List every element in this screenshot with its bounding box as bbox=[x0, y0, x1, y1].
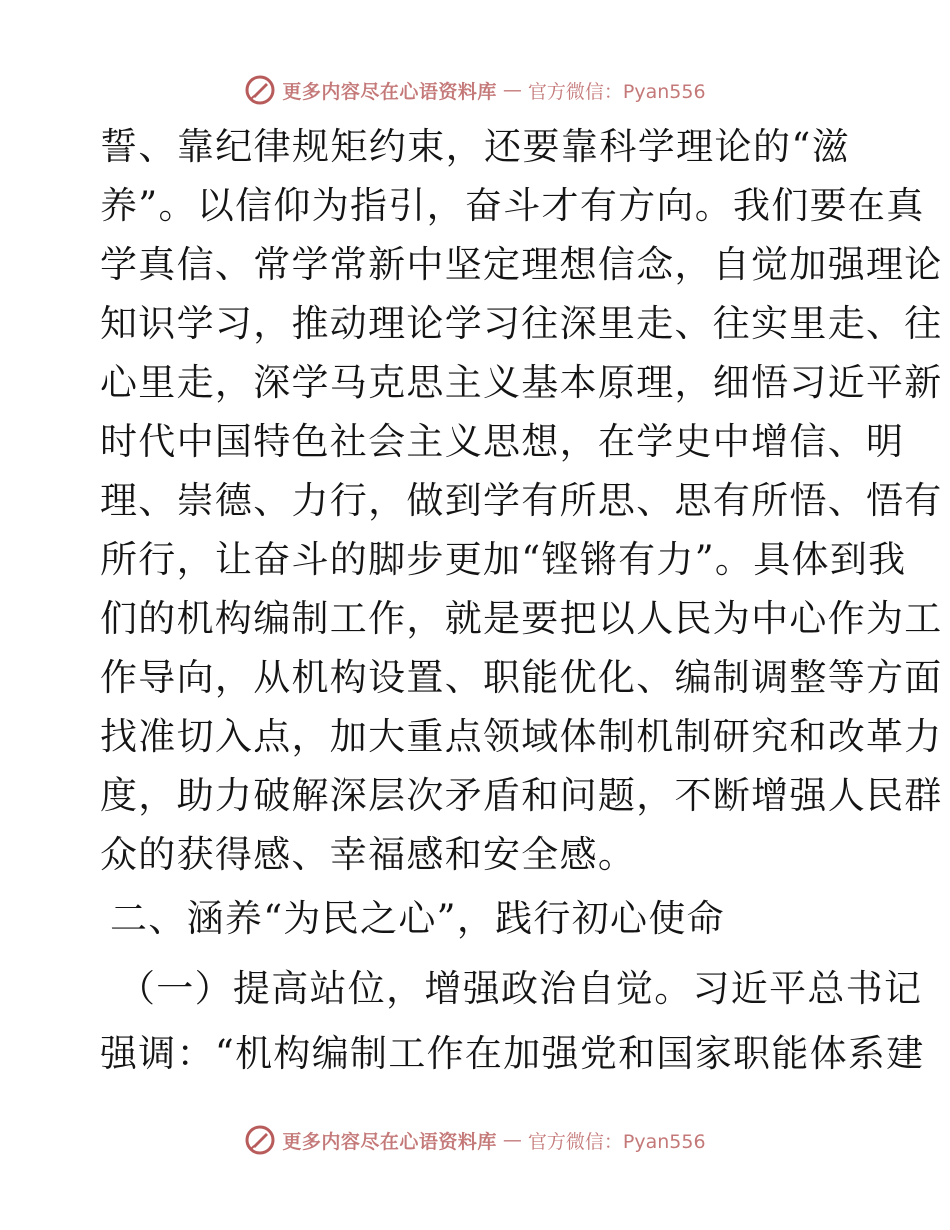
text-line: 作导向，从机构设置、职能优化、编制调整等方面 bbox=[100, 656, 943, 699]
section-heading: 二、涵养“为民之心”，践行初心使命 bbox=[110, 897, 725, 940]
watermark-suffix: 官方微信：Pyan556 bbox=[527, 80, 706, 103]
text-line: 誓、靠纪律规矩约束，还要靠科学理论的“滋 bbox=[100, 125, 850, 168]
subsection-heading: （一）提高站位，增强政治自觉。习近平总书记 bbox=[118, 967, 923, 1010]
watermark-main-text: 更多内容尽在心语资料库 bbox=[282, 80, 497, 103]
text-line: 时代中国特色社会主义思想，在学史中增信、明 bbox=[100, 420, 905, 463]
text-line: 众的获得感、幸福感和安全感。 bbox=[100, 833, 637, 876]
text-line: 度，助力破解深层次矛盾和问题，不断增强人民群 bbox=[100, 774, 943, 817]
text-line: 所行，让奋斗的脚步更加“铿锵有力”。具体到我 bbox=[100, 538, 907, 581]
quill-logo-icon bbox=[244, 1124, 276, 1156]
text-line: 理、崇德、力行，做到学有所思、思有所悟、悟有 bbox=[100, 479, 943, 522]
text-line: 强调：“机构编制工作在加强党和国家职能体系建 bbox=[100, 1032, 925, 1075]
text-line: 们的机构编制工作，就是要把以人民为中心作为工 bbox=[100, 597, 943, 640]
watermark-header bbox=[0, 70, 950, 110]
watermark-suffix: 官方微信：Pyan556 bbox=[527, 1130, 706, 1153]
quill-logo-icon bbox=[244, 74, 276, 106]
text-line: 知识学习，推动理论学习往深里走、往实里走、往 bbox=[100, 302, 943, 345]
text-line: 养”。以信仰为指引，奋斗才有方向。我们要在真 bbox=[100, 184, 925, 227]
text-line: 心里走，深学马克思主义基本原理，细悟习近平新 bbox=[100, 361, 943, 404]
document-body bbox=[100, 124, 943, 1090]
watermark-dash: — bbox=[502, 79, 522, 101]
text-line: 找准切入点，加大重点领域体制机制研究和改革力 bbox=[100, 715, 943, 758]
watermark-main-text: 更多内容尽在心语资料库 bbox=[282, 1130, 497, 1153]
text-line: 学真信、常学常新中坚定理想信念，自觉加强理论 bbox=[100, 243, 943, 286]
watermark-footer bbox=[0, 1120, 950, 1160]
watermark-dash: — bbox=[502, 1129, 522, 1151]
